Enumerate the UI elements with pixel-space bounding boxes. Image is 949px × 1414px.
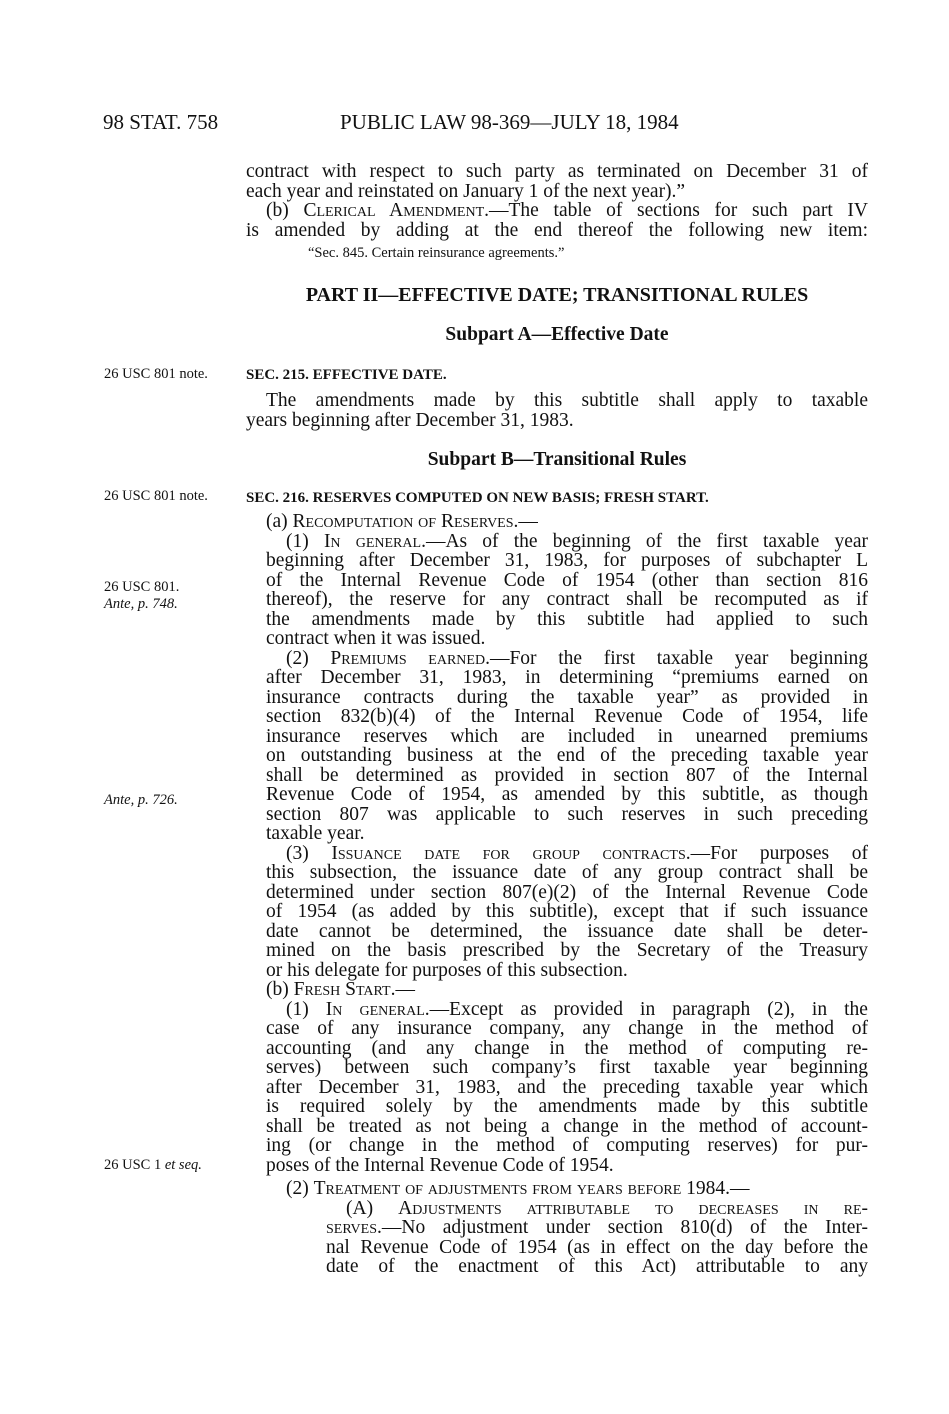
text-line: contract with respect to such party as terminated on December 31 of [246, 161, 868, 182]
text-fragment: .— [390, 979, 415, 1000]
text-line: beginning after December 31, 1983, for purposes of subchapter L [266, 550, 868, 571]
subparagraph-label: (A) [346, 1197, 399, 1219]
paragraph-heading: Premiums earned [330, 647, 486, 669]
text-line: after December 31, 1983, in determining “premiums earned on [266, 667, 868, 688]
continuation-paragraph [246, 162, 868, 264]
text-line [246, 649, 868, 669]
margin-note-citation: 26 USC 1 [104, 1157, 162, 1173]
text-fragment: .—For purposes of [685, 842, 868, 864]
text-line: shall be determined as provided in section 807 of the Internal [266, 764, 868, 786]
text-line: serves) between such company’s first taxable year beginning [266, 1057, 868, 1078]
text-line [246, 1218, 868, 1238]
text-line: date of the enactment of this Act) attributable to any [326, 1256, 868, 1277]
text-line: shall be treated as not being a change in the method of account- [266, 1115, 868, 1137]
text-line: is required solely by the amendments made by this subtitle [266, 1096, 868, 1117]
text-line: Revenue Code of 1954, as amended by this subtitle, as though [266, 784, 868, 805]
subsection-label: (a) [266, 511, 293, 532]
margin-note [104, 1157, 202, 1174]
subparagraph-heading: serves [326, 1217, 378, 1238]
text-fragment: .—No adjustment under section 810(d) of the Inter- [377, 1217, 868, 1238]
text-line [246, 1000, 868, 1020]
text-line: section 807 was applicable to such reserves in such preceding [266, 803, 868, 825]
subparagraph-heading: Adjustments attributable to decreases in re- [398, 1197, 868, 1219]
text-line: insurance contracts during the taxable year” as provided in [266, 686, 868, 708]
text-line: poses of the Internal Revenue Code of 1954. [266, 1154, 614, 1176]
text-line: the amendments made by this subtitle had applied to such [266, 608, 868, 630]
subpart-title: Subpart B—Transitional Rules [427, 449, 687, 470]
paragraph-label: (1) [286, 530, 324, 552]
paragraph-heading: In general [325, 998, 425, 1020]
text-line [246, 512, 868, 532]
text-line: section 832(b)(4) of the Internal Revenue Code of 1954, life [266, 706, 868, 727]
text-fragment: .—For the first taxable year beginning [485, 647, 868, 669]
margin-note [104, 792, 178, 809]
text-line: taxable year. [266, 823, 365, 844]
text-fragment: .—The table of sections for such part IV [484, 200, 869, 221]
text-line: contract when it was issued. [266, 628, 486, 649]
text-line [246, 201, 868, 221]
text-fragment: .— [513, 511, 538, 532]
text-line: each year and reinstated on January 1 of the next year).” [246, 180, 686, 202]
text-line: ing (or change in the method of computing reserves) for pur- [266, 1135, 868, 1156]
text-fragment: .—Except as provided in paragraph (2), in the [424, 998, 868, 1020]
margin-note-citation: et seq. [164, 1157, 202, 1173]
paragraph-heading: Issuance date for group contracts [331, 842, 686, 864]
subsection-heading: Clerical Amendment [303, 200, 485, 221]
text-line: after December 31, 1983, and the preceding taxable year which [266, 1076, 868, 1098]
text-line [246, 532, 868, 552]
section-heading: SEC. 216. RESERVES COMPUTED ON NEW BASIS; FRESH START. [246, 490, 709, 506]
margin-note-citation: 26 USC 801. [104, 579, 180, 595]
running-title: PUBLIC LAW 98-369—JULY 18, 1984 [340, 110, 679, 134]
text-line: insurance reserves which are included in unearned premiums [266, 725, 868, 747]
subsection-label: (b) [266, 979, 294, 1000]
subsection-heading: Recomputation of Reserves [292, 511, 514, 532]
paragraph-label: (2) [286, 647, 331, 669]
text-line [246, 980, 868, 1000]
text-line [246, 1179, 868, 1199]
paragraph-label: (3) [286, 842, 332, 864]
text-line: this subsection, the issuance date of any group contract shall be [266, 862, 868, 883]
text-line: case of any insurance company, any change in the method of [266, 1018, 868, 1039]
page-header [0, 110, 949, 136]
text-line [246, 844, 868, 864]
paragraph-heading: Treatment of adjustments from years before 1984 [313, 1178, 726, 1199]
section-paragraph [246, 391, 868, 430]
text-line: is amended by adding at the end thereof the following new item: [246, 219, 868, 241]
text-line: on outstanding business at the end of the preceding taxable year [266, 745, 868, 766]
text-fragment: .—As of the beginning of the first taxable year [421, 530, 868, 552]
text-fragment: .— [725, 1178, 750, 1199]
paragraph-label: (1) [286, 998, 326, 1020]
text-line: The amendments made by this subtitle shall apply to taxable [266, 390, 868, 411]
text-line: of 1954 (as added by this subtitle), except that if such issuance [266, 901, 868, 922]
subpart-title: Subpart A—Effective Date [445, 324, 669, 345]
part-title: PART II—EFFECTIVE DATE; TRANSITIONAL RULES [305, 284, 809, 306]
text-line: years beginning after December 31, 1983. [246, 409, 574, 431]
paragraph-heading: In general [323, 530, 422, 552]
section-body [246, 512, 868, 1277]
section-heading: SEC. 215. EFFECTIVE DATE. [246, 367, 447, 383]
subsection-heading: Fresh Start [293, 979, 391, 1000]
margin-note-citation: Ante, p. 748. [104, 596, 178, 612]
margin-note [104, 579, 179, 613]
text-line: or his delegate for purposes of this subsection. [266, 959, 628, 981]
text-line [246, 1199, 868, 1219]
margin-note: 26 USC 801 note. [104, 366, 208, 382]
text-line: nal Revenue Code of 1954 (as in effect on the day before the [326, 1236, 868, 1258]
text-line: mined on the basis prescribed by the Secretary of the Treasury [266, 940, 868, 961]
text-line: determined under section 807(e)(2) of the Internal Revenue Code [266, 881, 868, 903]
statute-page-number: 98 STAT. 758 [103, 110, 219, 134]
subsection-label: (b) [266, 200, 304, 221]
table-item: “Sec. 845. Certain reinsurance agreements.” [308, 245, 565, 261]
text-line: accounting (and any change in the method of computing re- [266, 1037, 868, 1059]
text-line: date cannot be determined, the issuance date shall be deter- [266, 920, 868, 942]
paragraph-label: (2) [286, 1178, 314, 1199]
margin-note-citation: Ante, p. 726. [104, 792, 178, 808]
text-line: thereof), the reserve for any contract shall be recomputed as if [266, 589, 868, 610]
margin-note: 26 USC 801 note. [104, 488, 208, 504]
text-line: of the Internal Revenue Code of 1954 (other than section 816 [266, 569, 868, 591]
